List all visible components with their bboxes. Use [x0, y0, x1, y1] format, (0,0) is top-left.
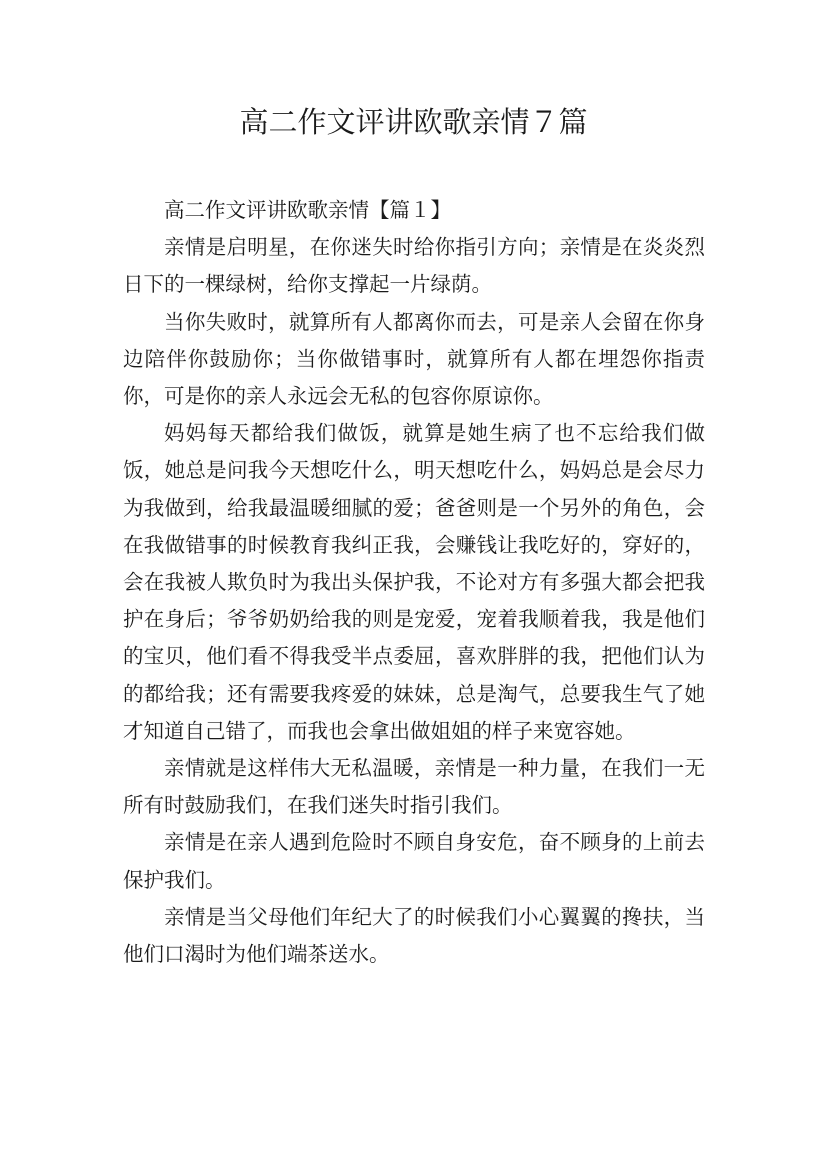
paragraph: 当你失败时，就算所有人都离你而去，可是亲人会留在你身边陪伴你鼓励你；当你做错事时，就算所有人都在埋怨你指责你，可是你的亲人永远会无私的包容你原谅你。: [123, 309, 705, 409]
paragraph: 亲情就是这样伟大无私温暖，亲情是一种力量，在我们一无所有时鼓励我们，在我们迷失时指引我们。: [123, 756, 705, 818]
paragraph: 亲情是在亲人遇到危险时不顾自身安危，奋不顾身的上前去保护我们。: [123, 830, 705, 892]
paragraph: 亲情是启明星，在你迷失时给你指引方向；亲情是在炎炎烈日下的一棵绿树，给你支撑起一片绿荫。: [123, 235, 705, 297]
document-title: 高二作文评讲欧歌亲情７篇: [239, 105, 588, 139]
section-heading: 高二作文评讲欧歌亲情【篇１】: [164, 198, 451, 222]
document-body: [123, 192, 705, 973]
paragraph: 亲情是当父母他们年纪大了的时候我们小心翼翼的搀扶，当他们口渴时为他们端茶送水。: [123, 904, 705, 967]
paragraph: 妈妈每天都给我们做饭，就算是她生病了也不忘给我们做饭，她总是问我今天想吃什么，明天想吃什么，妈妈总是会尽力为我做到，给我最温暖细腻的爱；爸爸则是一个另外的角色，会在我做错事的时候教育我纠正我，会赚钱让我吃好的，穿好的，会在我被人欺负时为我出头保护我，不论对方有多强大都会把我护在身后；爷爷奶奶给我的则是宠爱，宠着我顺着我，我是他们的宝贝，他们看不得我受半点委屈，喜欢胖胖的我，把他们认为的都给我；还有需要我疼爱的妹妹，总是淘气，总要我生气了她才知道自己错了，而我也会拿出做姐姐的样子来宽容她。: [123, 421, 705, 743]
